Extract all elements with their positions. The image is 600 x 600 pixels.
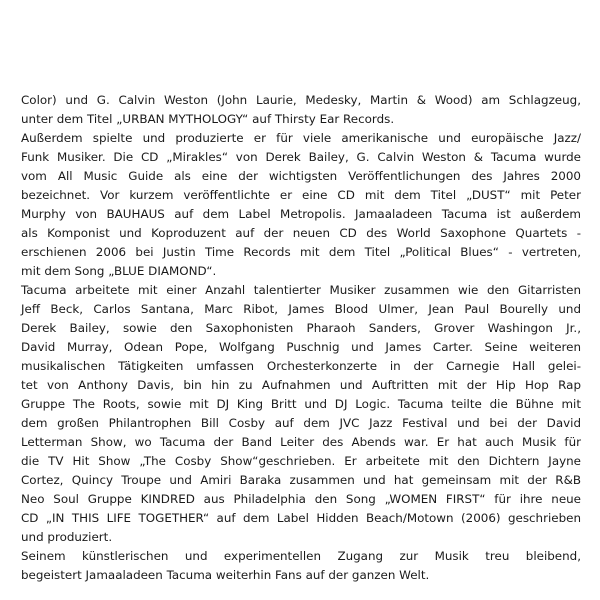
text-line: tet von Anthony Davis, bin hin zu Aufnahmen und Auftritten mit der Hip Hop Rap	[21, 378, 581, 392]
text-page	[21, 91, 581, 585]
text-line: mit dem Song „BLUE DIAMOND“.	[21, 264, 217, 278]
text-line: Letterman Show, wo Tacuma der Band Leiter des Abends war. Er hat auch Musik für	[21, 435, 581, 449]
text-line: als Komponist und Koproduzent auf der neuen CD des World Saxophone Quartets -	[21, 226, 581, 240]
text-line: und produziert.	[21, 530, 113, 544]
text-line: Derek Bailey, sowie den Saxophonisten Pharaoh Sanders, Grover Washingon Jr.,	[21, 321, 581, 335]
text-line: Jeff Beck, Carlos Santana, Marc Ribot, James Blood Ulmer, Jean Paul Bourelly und	[21, 302, 581, 316]
text-line: Außerdem spielte und produzierte er für viele amerikanische und europäische Jazz/	[21, 131, 581, 145]
text-line: Gruppe The Roots, sowie mit DJ King Britt und DJ Logic. Tacuma teilte die Bühne mit	[21, 397, 581, 411]
text-line: musikalischen Tätigkeiten umfassen Orchesterkonzerte in der Carnegie Hall gelei-	[21, 359, 581, 373]
text-line: bezeichnet. Vor kurzem veröffentlichte er eine CD mit dem Titel „DUST“ mit Peter	[21, 188, 581, 202]
text-line: Cortez, Quincy Troupe und Amiri Baraka zusammen und hat gemeinsam mit der R&B	[21, 473, 581, 487]
text-line: Murphy von BAUHAUS auf dem Label Metropolis. Jamaaladeen Tacuma ist außerdem	[21, 207, 581, 221]
text-line: unter dem Titel „URBAN MYTHOLOGY“ auf Thirsty Ear Records.	[21, 112, 395, 126]
text-line: Seinem künstlerischen und experimentellen Zugang zur Musik treu bleibend,	[21, 549, 581, 563]
text-line: dem großen Philantrophen Bill Cosby auf dem JVC Jazz Festival und bei der David	[21, 416, 581, 430]
text-line: Color) und G. Calvin Weston (John Laurie, Medesky, Martin & Wood) am Schlagzeug,	[21, 93, 581, 107]
text-line: Tacuma arbeitete mit einer Anzahl talentierter Musiker zusammen wie den Gitarristen	[21, 283, 581, 297]
text-line: erschienen 2006 bei Justin Time Records mit dem Titel „Political Blues“ - vertreten,	[21, 245, 581, 259]
text-line: Funk Musiker. Die CD „Mirakles“ von Derek Bailey, G. Calvin Weston & Tacuma wurde	[21, 150, 581, 164]
text-line: begeistert Jamaaladeen Tacuma weiterhin Fans auf der ganzen Welt.	[21, 568, 430, 582]
text-line: Neo Soul Gruppe KINDRED aus Philadelphia den Song „WOMEN FIRST“ für ihre neue	[21, 492, 581, 506]
text-line: David Murray, Odean Pope, Wolfgang Puschnig und James Carter. Seine weiteren	[21, 340, 581, 354]
text-line: vom All Music Guide als eine der wichtigsten Veröffentlichungen des Jahres 2000	[21, 169, 581, 183]
text-line: CD „IN THIS LIFE TOGETHER“ auf dem Label Hidden Beach/Motown (2006) geschrieben	[21, 511, 581, 525]
text-line: die TV Hit Show „The Cosby Show“geschrieben. Er arbeitete mit den Dichtern Jayne	[21, 454, 581, 468]
